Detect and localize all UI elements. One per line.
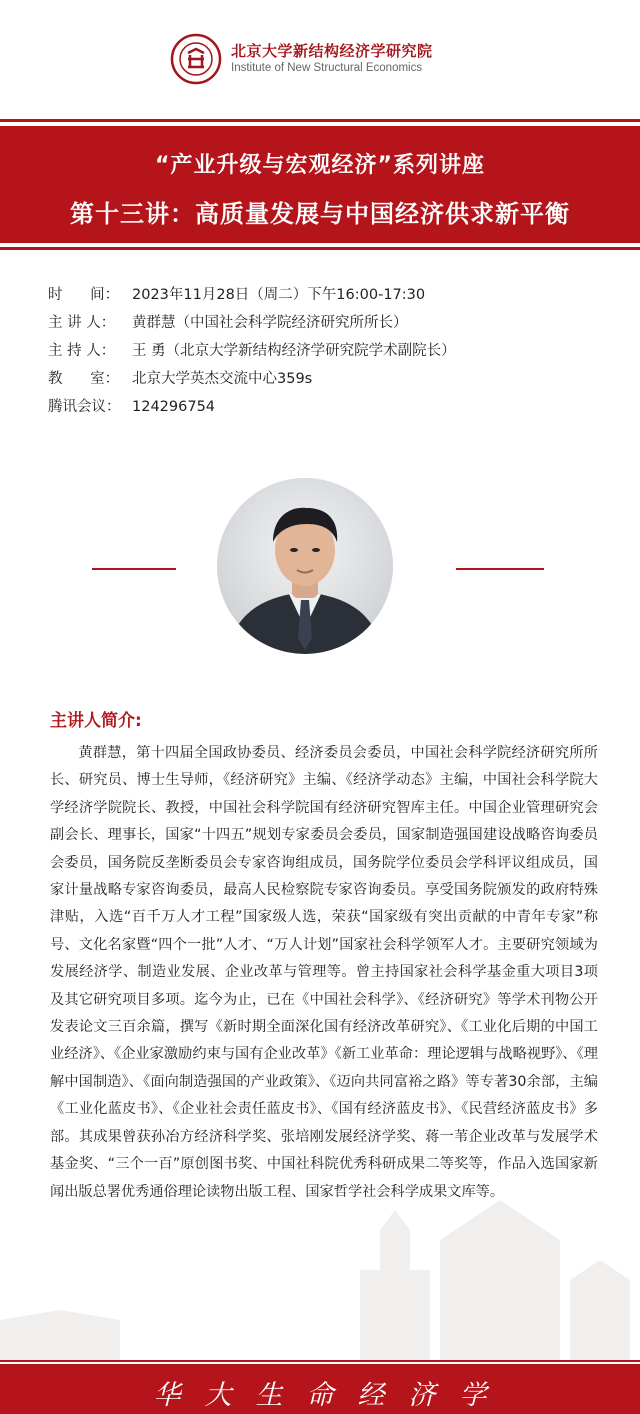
lecture-title: 第十三讲：高质量发展与中国经济供求新平衡 [70, 200, 570, 228]
footer-banner [0, 1364, 640, 1414]
info-label: 主 讲 人： [48, 315, 116, 331]
speaker-portrait-image [217, 478, 393, 654]
info-label: 时 间： [48, 287, 120, 303]
title-banner [0, 126, 640, 243]
intro-heading: 主讲人简介: [50, 711, 142, 731]
info-value: 黄群慧（中国社会科学院经济研究所所长） [132, 315, 408, 331]
header [0, 0, 640, 120]
speaker-portrait [217, 478, 393, 654]
peking-university-seal-icon [170, 33, 222, 85]
intro-body: 黄群慧，第十四届全国政协委员、经济委员会委员，中国社会科学院经济研究所所长、研究员、博士生导师，《经济研究》主编、《经济学动态》主编，中国社会科学院大学经济学院院长、教授，中国社会科学院国有经济研究智库主任。中国企业管理研究会副会长、理事长，国家“十四五”规划专家委员会委员，国家制造强国建设战略咨询委员会委员，国务院反垄断委员会专家咨询组成员，国务院学位委员会学科评议组成员，国家计量战略专家咨询委员，最高人民检察院专家咨询委员。享受国务院颁发的政府特殊津贴，入选“百千万人才工程”国家级人选，荣获“国家级有突出贡献的中青年专家”称号、文化名家暨“四个一批”人才、“万人计划”国家社会科学领军人才。主要研究领域为发展经济学、制造业发展、企业改革与管理等。曾主持国家社会科学基金重大项目3项及其它研究项目多项。迄今为止，已在《中国社会科学》、《经济研究》等学术刊物公开发表论文三百余篇，撰写《新时期全面深化国有经济改革研究》、《工业化后期的中国工业经济》、《企业家激励约束与国有企业改革》《新工业革命：理论逻辑与战略视野》、《理解中国制造》、《面向制造强国的产业政策》、《迈向共同富裕之路》等专著30余部，主编《工业化蓝皮书》、《企业社会责任蓝皮书》、《国有经济蓝皮书》、《民营经济蓝皮书》多部。其成果曾获孙冶方经济科学奖、张培刚发展经济学奖、蒋一苇企业改革与发展学术基金奖、“三个一百”原创图书奖、中国社科院优秀科研成果二等奖等，作品入选国家新闻出版总署优秀通俗理论读物出版工程、国家哲学社会科学成果文库等。 [50, 745, 598, 1200]
info-value: 王 勇（北京大学新结构经济学研究院学术副院长） [132, 343, 456, 359]
institute-name-en: Institute of New Structural Economics [231, 62, 423, 74]
footer-motto: 华大生命经济学 [153, 1380, 511, 1411]
info-row-speaker [48, 312, 608, 340]
info-row-meeting [48, 396, 608, 424]
banner-divider-bottom [0, 247, 640, 250]
institute-name-cn: 北京大学新结构经济学研究院 [231, 42, 433, 60]
footer-divider [0, 1360, 640, 1362]
info-value: 124296754 [132, 399, 216, 415]
info-row-room [48, 368, 608, 396]
lecture-series-title: “产业升级与宏观经济”系列讲座 [155, 153, 485, 178]
info-value: 2023年11月28日（周二）下午16:00-17:30 [132, 287, 426, 303]
info-value: 北京大学英杰交流中心359s [132, 371, 313, 387]
info-row-host [48, 340, 608, 368]
photo-divider-right [456, 568, 544, 570]
info-row-time [48, 284, 608, 312]
info-label: 腾讯会议： [48, 399, 121, 415]
event-info [48, 284, 608, 424]
campus-skyline-watermark [0, 1120, 640, 1360]
info-label: 主 持 人： [48, 343, 116, 359]
photo-divider-left [92, 568, 176, 570]
banner-divider-top [0, 119, 640, 122]
info-label: 教 室： [48, 371, 120, 387]
